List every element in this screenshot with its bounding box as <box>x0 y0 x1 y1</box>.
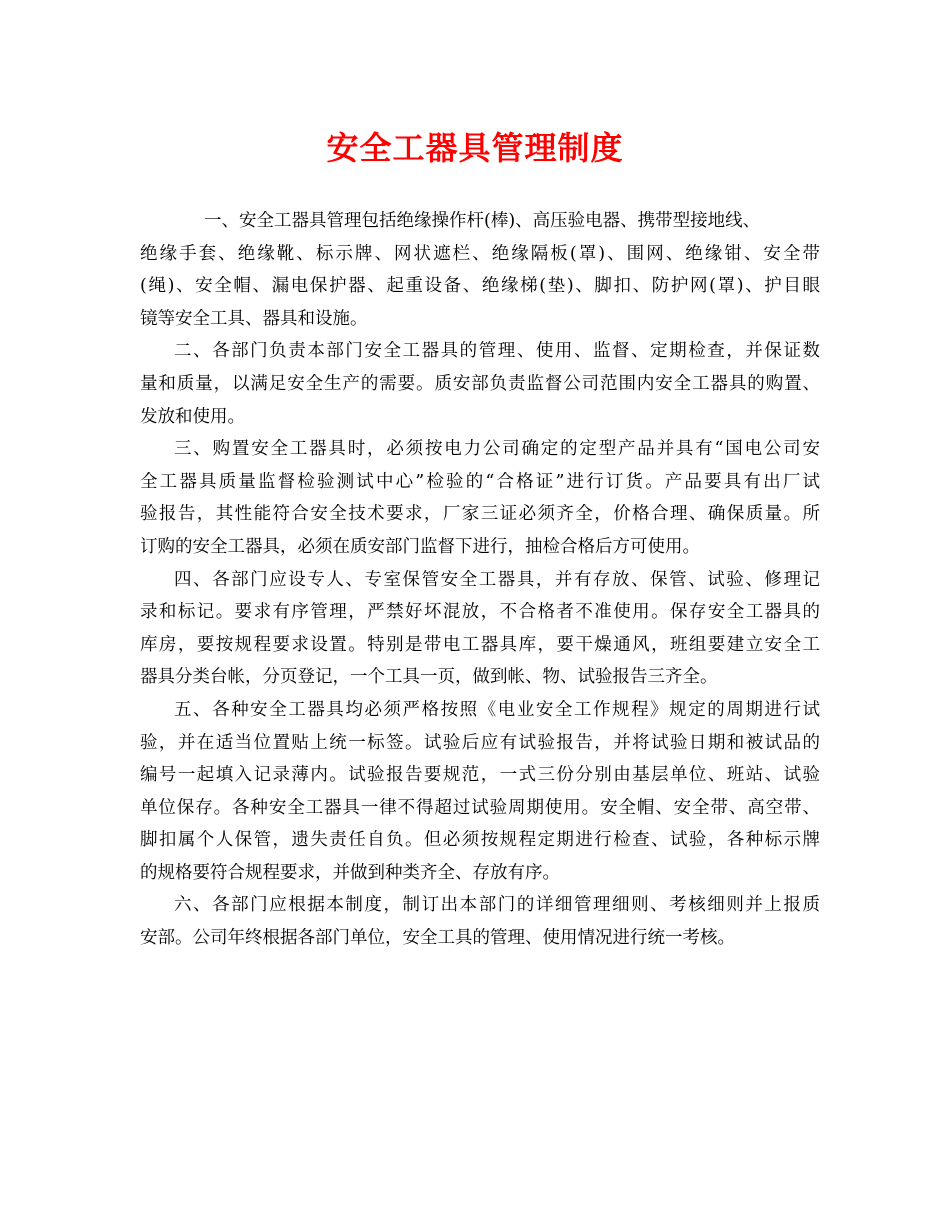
paragraph-line: 四、各部门应设专人、专室保管安全工器具，并有存放、保管、试验、修理记 <box>174 569 820 590</box>
paragraph-6 <box>140 889 820 954</box>
paragraph-line: 的规格要符合规程要求，并做到种类齐全、存放有序。 <box>140 862 560 883</box>
paragraph-line: 五、各种安全工器具均必须严格按照《电业安全工作规程》规定的周期进行试 <box>174 699 820 720</box>
paragraph-1 <box>140 205 820 335</box>
document-body <box>140 205 820 955</box>
paragraph-3 <box>140 433 820 563</box>
paragraph-line: 单位保存。各种安全工器具一律不得超过试验周期使用。安全帽、安全带、高空带、 <box>140 797 820 818</box>
paragraph-line: 三、购置安全工器具时，必须按电力公司确定的定型产品并具有“国电公司安 <box>174 439 820 460</box>
paragraph-line: 镜等安全工具、器具和设施。 <box>140 308 368 329</box>
paragraph-line: (绳)、安全帽、漏电保护器、起重设备、绝缘梯(垫)、脚扣、防护网(罩)、护目眼 <box>140 276 820 297</box>
paragraph-line: 二、各部门负责本部门安全工器具的管理、使用、监督、定期检查，并保证数 <box>174 341 820 362</box>
paragraph-2 <box>140 335 820 433</box>
paragraph-line: 脚扣属个人保管，遗失责任自负。但必须按规程定期进行检查、试验，各种标示牌 <box>140 830 820 851</box>
page-title: 安全工器具管理制度 <box>326 129 624 167</box>
paragraph-line: 订购的安全工器具，必须在质安部门监督下进行，抽检合格后方可使用。 <box>140 536 700 557</box>
paragraph-line: 验，并在适当位置贴上统一标签。试验后应有试验报告，并将试验日期和被试品的 <box>140 732 820 753</box>
paragraph-line: 验报告，其性能符合安全技术要求，厂家三证必须齐全，价格合理、确保质量。所 <box>140 504 820 525</box>
paragraph-line: 量和质量，以满足安全生产的需要。质安部负责监督公司范围内安全工器具的购置、 <box>140 373 820 394</box>
paragraph-line: 绝缘手套、绝缘靴、标示牌、网状遮栏、绝缘隔板(罩)、围网、绝缘钳、安全带 <box>140 243 820 264</box>
paragraph-line: 录和标记。要求有序管理，严禁好坏混放，不合格者不准使用。保存安全工器具的 <box>140 602 820 623</box>
paragraph-line: 全工器具质量监督检验测试中心”检验的“合格证”进行订货。产品要具有出厂试 <box>140 471 820 492</box>
paragraph-line: 安部。公司年终根据各部门单位，安全工具的管理、使用情况进行统一考核。 <box>140 928 735 949</box>
paragraph-line: 库房，要按规程要求设置。特别是带电工器具库，要干燥通风，班组要建立安全工 <box>140 634 820 655</box>
paragraph-line: 器具分类台帐，分页登记，一个工具一页，做到帐、物、试验报告三齐全。 <box>140 667 718 688</box>
paragraph-line: 六、各部门应根据本制度，制订出本部门的详细管理细则、考核细则并上报质 <box>174 895 820 916</box>
paragraph-5 <box>140 694 820 890</box>
paragraph-4 <box>140 564 820 694</box>
paragraph-line: 一、安全工器具管理包括绝缘操作杆(棒)、高压验电器、携带型接地线、 <box>204 211 761 231</box>
paragraph-line: 发放和使用。 <box>140 406 245 427</box>
paragraph-line: 编号一起填入记录薄内。试验报告要规范，一式三份分别由基层单位、班站、试验 <box>140 765 820 786</box>
